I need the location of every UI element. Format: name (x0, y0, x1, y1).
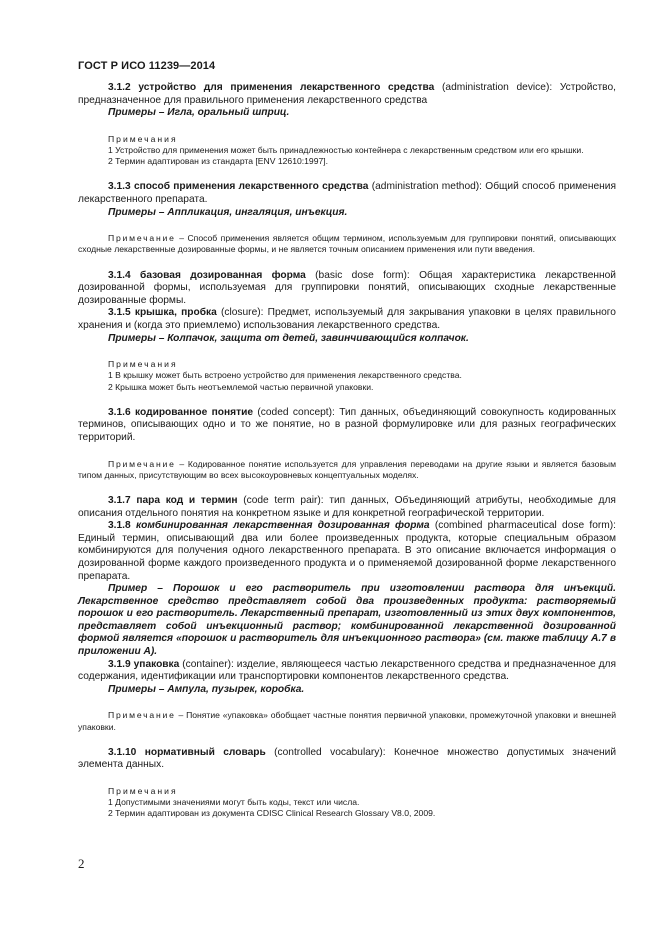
term-3-1-10 (78, 747, 616, 772)
term-number: 3.1.4 (108, 269, 131, 281)
notes-heading: Примечания (108, 133, 178, 144)
term-number: 3.1.2 (108, 82, 131, 93)
example-text: Порошок и его растворитель при изготовлении раствора для инъекций. Лекарственное средство представляет собой два произведенных продукта: растворяемый порошок и его растворитель. Лекарственный препарат, изготовленный из этих двух компонентов, представляет собой инъекционный раствор; комбинированной лекарственной дозированной формой является «порошок и растворитель для инъекционного раствора» (см. также таблицу А.7 в приложении А). (78, 583, 616, 658)
term-name: крышка, пробка (134, 307, 217, 319)
document-page (78, 60, 616, 820)
term-english: (closure): (221, 307, 264, 319)
example-label: Примеры – (108, 206, 165, 218)
term-name: базовая дозированная форма (140, 269, 306, 281)
note-label: Примечание (108, 233, 176, 244)
term-english: (basic dose form): (315, 269, 410, 281)
term-english: (code term pair): (243, 494, 324, 506)
term-name: способ применения лекарственного средства (133, 181, 369, 193)
example-text: Аппликация, ингаляция, инъекция. (167, 206, 348, 218)
term-3-1-7 (78, 495, 616, 520)
term-3-1-6 (78, 407, 616, 445)
note-text: – Понятие «упаковка» обобщает частные понятия первичной упаковки, промежуточной упаковки и внешней упаковки. (78, 710, 616, 732)
term-3-1-5 (78, 307, 616, 332)
note-text: – Способ применения является общим термином, используемым для группировки понятий, описывающих сходные лекарственные дозированные формы, и не является точным описанием применения или пути введения. (78, 233, 616, 255)
term-name: нормативный словарь (144, 746, 266, 758)
example-3-1-5 (78, 333, 616, 346)
note-label: Примечание (108, 458, 176, 469)
note-label: Примечание (108, 710, 176, 721)
note-item: 2 Термин адаптирован из документа CDISC Clinical Research Glossary V8.0, 2009. (108, 808, 436, 819)
example-3-1-2 (78, 107, 616, 120)
term-english: (container): (182, 658, 234, 670)
note-3-1-6 (78, 459, 616, 481)
term-number: 3.1.9 (108, 658, 131, 670)
term-3-1-3 (78, 181, 616, 206)
term-definition: Конечное множество допустимых значений элемента данных. (78, 746, 617, 771)
notes-heading: Примечания (108, 359, 178, 370)
term-definition: Единый термин, описывающий два или более произведенных продукта, которые специальным образом комбинируются для получения одного лекарственного препарата. В это описание включается информация о дозированной форме каждого произведенного продукта и о применяемой дозированной форме лекарственного препарата. (78, 532, 616, 582)
term-definition: Устройство, предназначенное для правильного применения лекарственного средства (78, 82, 616, 106)
example-label: Примеры – (108, 683, 165, 695)
note-text: – Кодированное понятие используется для управления переводами на другие языки и является базовым типом данных, присутствующим во всех высокоуровневых концептуальных моделях. (78, 458, 617, 480)
term-number: 3.1.6 (108, 406, 131, 418)
term-number: 3.1.3 (108, 181, 131, 193)
term-name: устройство для применения лекарственного средства (138, 82, 435, 93)
example-label: Примеры – (108, 107, 165, 119)
term-3-1-8 (78, 520, 616, 583)
term-number: 3.1.10 (108, 746, 137, 758)
term-name: кодированное понятие (135, 406, 254, 418)
example-3-1-8 (78, 583, 616, 659)
term-definition: изделие, являющееся частью лекарственного средства и предназначенное для содержания, идентификации или транспортировки компонентов лекарственного средства. (78, 658, 616, 683)
term-number: 3.1.7 (108, 494, 131, 506)
term-definition: Предмет, используемый для закрывания упаковки в целях правильного хранения и (когда это приемлемо) использования лекарственного средства. (78, 307, 616, 331)
term-number: 3.1.5 (108, 307, 131, 319)
example-text: Колпачок, защита от детей, завинчивающийся колпачок. (167, 332, 469, 344)
example-text: Ампула, пузырек, коробка. (167, 683, 305, 695)
term-english: (administration method): (371, 181, 483, 193)
term-definition: Тип данных, объединяющий совокупность кодированных терминов, описывающих одно и то же понятие, но в разной формулировке или для разных географических территорий. (78, 406, 616, 443)
term-name: комбинированная лекарственная дозированная форма (135, 520, 430, 532)
term-definition: Общий способ применения лекарственного препарата. (78, 181, 616, 205)
term-english: (administration device): (442, 82, 553, 93)
note-3-1-3 (78, 233, 616, 255)
note-item: 1 Устройство для применения может быть принадлежностью контейнера с лекарственным средством или его крышки. (108, 144, 584, 155)
example-label: Примеры – (108, 332, 165, 344)
term-english: (coded concept): (257, 406, 335, 418)
term-3-1-2 (78, 82, 616, 107)
note-item: 2 Крышка может быть неотъемлемой частью первичной упаковки. (108, 381, 374, 392)
document-header: ГОСТ Р ИСО 11239—2014 (78, 60, 216, 72)
term-name: упаковка (133, 658, 180, 670)
term-english: (combined pharmaceutical dose form): (434, 520, 616, 532)
term-3-1-9 (78, 659, 616, 684)
example-label: Пример – (108, 583, 163, 595)
term-definition: тип данных, Объединяющий атрибуты, необходимые для описания отдельного понятия на конкретном языке и для конкретной географической территории. (78, 494, 616, 519)
note-3-1-9 (78, 710, 616, 732)
example-3-1-9 (78, 684, 616, 697)
page-number: 2 (78, 856, 85, 871)
example-3-1-3 (78, 207, 616, 220)
note-item: 1 Допустимыми значениями могут быть коды, текст или числа. (108, 797, 360, 808)
term-name: пара код и термин (136, 494, 238, 506)
term-3-1-4 (78, 270, 616, 308)
note-item: 1 В крышку может быть встроено устройство для применения лекарственного средства. (108, 370, 462, 381)
notes-heading: Примечания (108, 786, 178, 797)
term-number: 3.1.8 (108, 520, 131, 532)
note-item: 2 Термин адаптирован из стандарта [ENV 12610:1997]. (108, 156, 329, 167)
term-definition: Общая характеристика лекарственной дозированной формы, используемая для группировки понятий, описывающих сходные лекарственные дозированные формы. (78, 269, 616, 306)
example-text: Игла, оральный шприц. (167, 107, 290, 119)
term-english: (controlled vocabulary): (274, 746, 386, 758)
